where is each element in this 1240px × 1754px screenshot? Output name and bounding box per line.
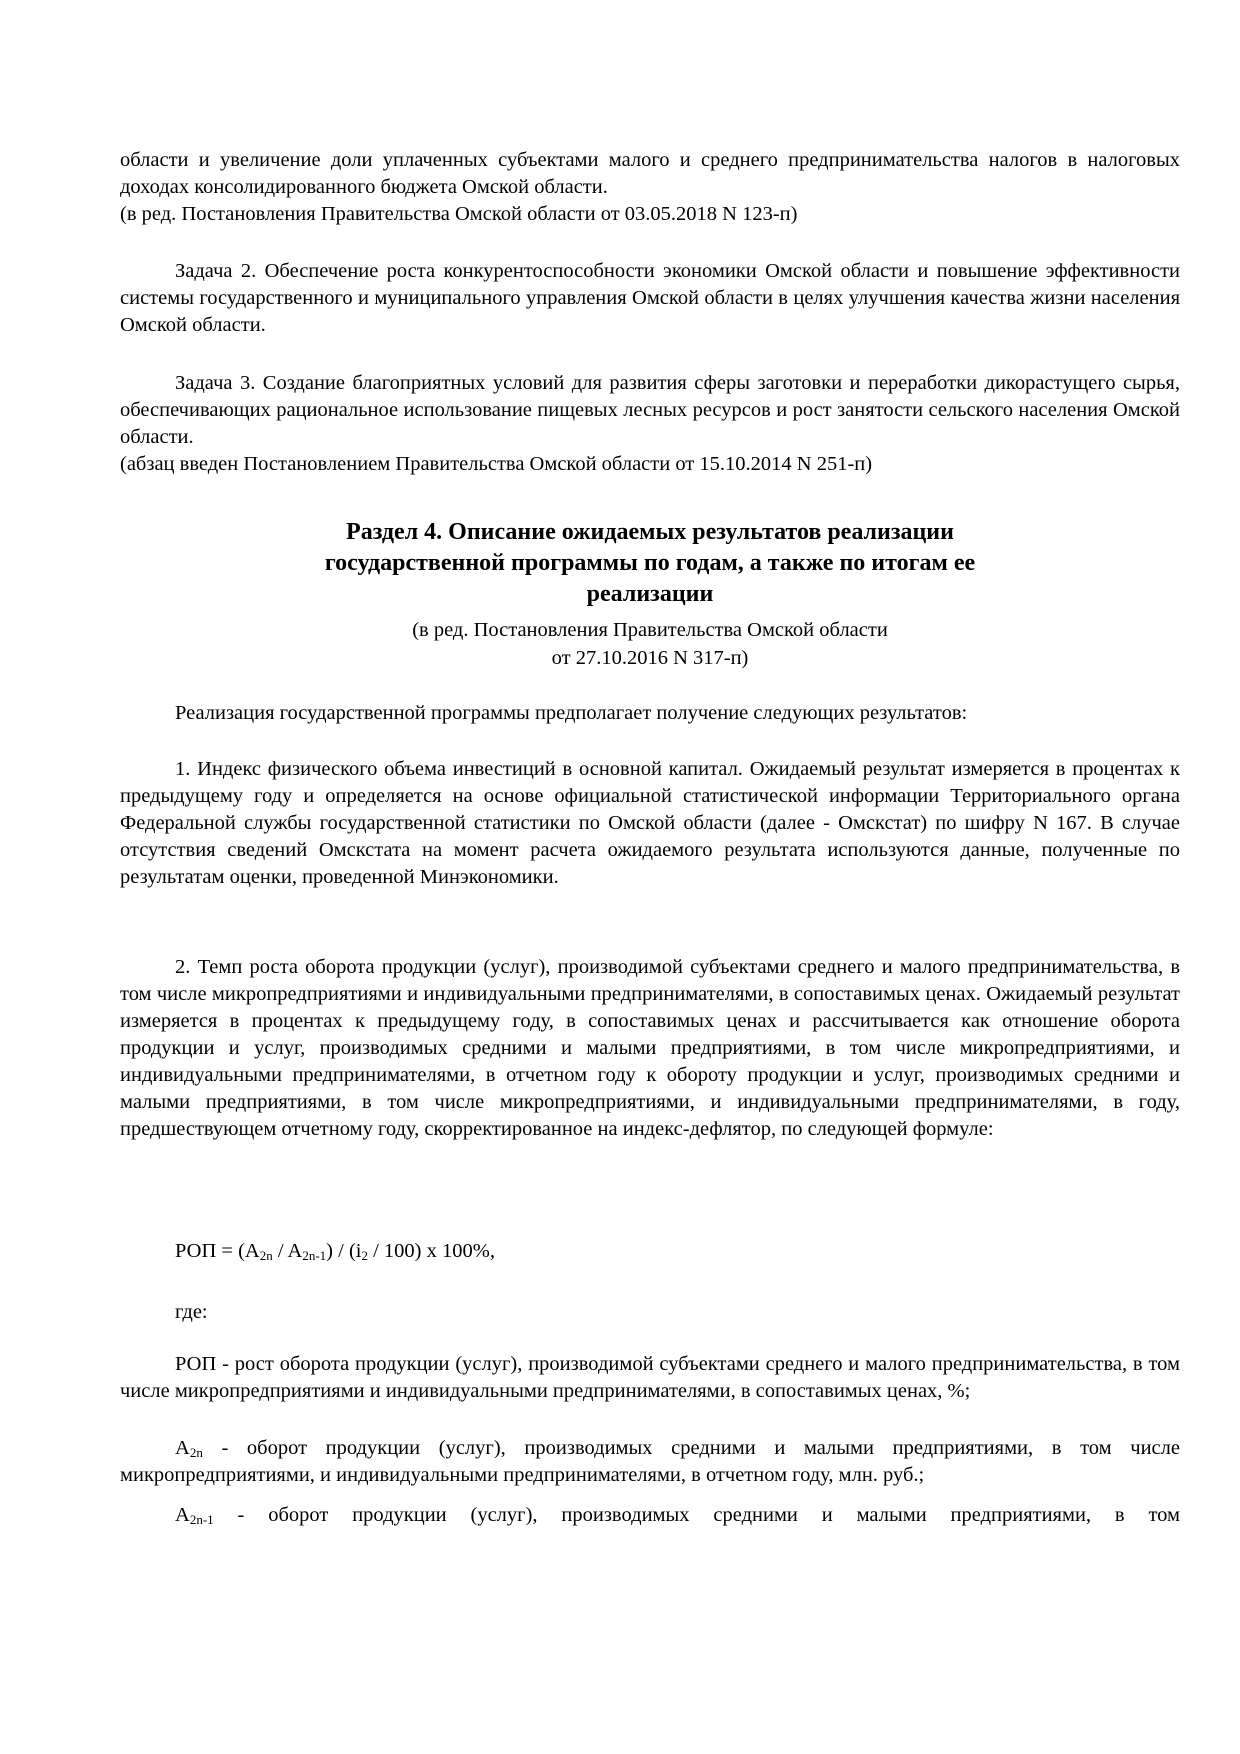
section-title-line: Раздел 4. Описание ожидаемых результатов реализации: [346, 519, 954, 545]
paragraph-continuation: области и увеличение доли уплаченных субъектами малого и среднего предпринимательства налогов в налоговых доходах консолидированного бюджета Омской области.: [120, 149, 1180, 198]
note-line: (в ред. Постановления Правительства Омской области: [412, 619, 888, 641]
task-3-paragraph: Задача 3. Создание благоприятных условий для развития сферы заготовки и переработки дикорастущего сырья, обеспечивающих рациональное использование пищевых лесных ресурсов и рост занятости сельского населения Омской области.: [120, 372, 1180, 448]
symbol-subscript: 2n: [189, 1445, 203, 1460]
formula-subscript: 2n: [259, 1248, 273, 1263]
section-amendment-note: [120, 616, 1180, 672]
formula-part: ) / (i: [326, 1240, 362, 1262]
definition-rop: РОП - рост оборота продукции (услуг), производимой субъектами среднего и малого предпринимательства, в том числе микропредприятиями и индивидуальными предпринимателями, в сопоставимых ценах, %;: [120, 1353, 1180, 1402]
symbol: A: [175, 1437, 190, 1459]
definition-a2n: [120, 1435, 1180, 1489]
definition-a2n-1: [120, 1502, 1180, 1529]
formula: [120, 1238, 1180, 1265]
section-heading: [120, 517, 1180, 610]
formula-part: РОП = (A: [175, 1240, 260, 1262]
formula-subscript: 2n-1: [302, 1248, 327, 1263]
section-title-line: реализации: [586, 581, 714, 607]
definition-text: - оборот продукции (услуг), производимых средними и малыми предприятиями, в том: [213, 1504, 1180, 1526]
result-item-1: 1. Индекс физического объема инвестиций в основной капитал. Ожидаемый результат измеряется в процентах к предыдущему году и определяется на основе официальной статистической информации Территориального органа Федеральной службы государственной статистики по Омской области (далее - Омскстат) по шифру N 167. В случае отсутствия сведений Омскстата на момент расчета ожидаемого результата используются данные, полученные по результатам оценки, проведенной Минэкономики.: [120, 758, 1180, 888]
note-line: от 27.10.2016 N 317-п): [551, 647, 749, 669]
formula-part: / 100) x 100%,: [367, 1240, 495, 1262]
amendment-note: (в ред. Постановления Правительства Омской области от 03.05.2018 N 123-п): [120, 203, 798, 225]
task-2-paragraph: Задача 2. Обеспечение роста конкурентоспособности экономики Омской области и повышение эффективности системы государственного и муниципального управления Омской области в целях улучшения качества жизни населения Омской области.: [120, 260, 1180, 336]
definition-text: - оборот продукции (услуг), производимых средними и малыми предприятиями, в том числе микропредприятиями, и индивидуальными предпринимателями, в отчетном году, млн. руб.;: [120, 1437, 1180, 1486]
formula-part: / A: [272, 1240, 303, 1262]
symbol-subscript: 2n-1: [189, 1512, 214, 1527]
section-title-line: государственной программы по годам, а также по итогам ее: [324, 550, 976, 576]
result-item-2: 2. Темп роста оборота продукции (услуг), производимой субъектами среднего и малого предпринимательства, в том числе микропредприятиями и индивидуальными предпринимателями, в сопоставимых ценах. Ожидаемый результат измеряется в процентах к предыдущему году, в сопоставимых ценах и рассчитывается как отношение оборота продукции и услуг, производимых средними и малыми предприятиями, в том числе микропредприятиями, и индивидуальными предпринимателями, в отчетном году к обороту продукции и услуг, производимых средними и малыми предприятиями, в том числе микропредприятиями, и индивидуальными предпринимателями, в году, предшествующем отчетному году, скорректированное на индекс-дефлятор, по следующей формуле:: [120, 956, 1180, 1140]
where-label: где:: [175, 1301, 208, 1323]
intro-paragraph: Реализация государственной программы предполагает получение следующих результатов:: [175, 702, 968, 724]
amendment-note: (абзац введен Постановлением Правительства Омской области от 15.10.2014 N 251-п): [120, 453, 873, 475]
symbol: A: [175, 1504, 190, 1526]
formula-subscript: 2: [361, 1248, 368, 1263]
